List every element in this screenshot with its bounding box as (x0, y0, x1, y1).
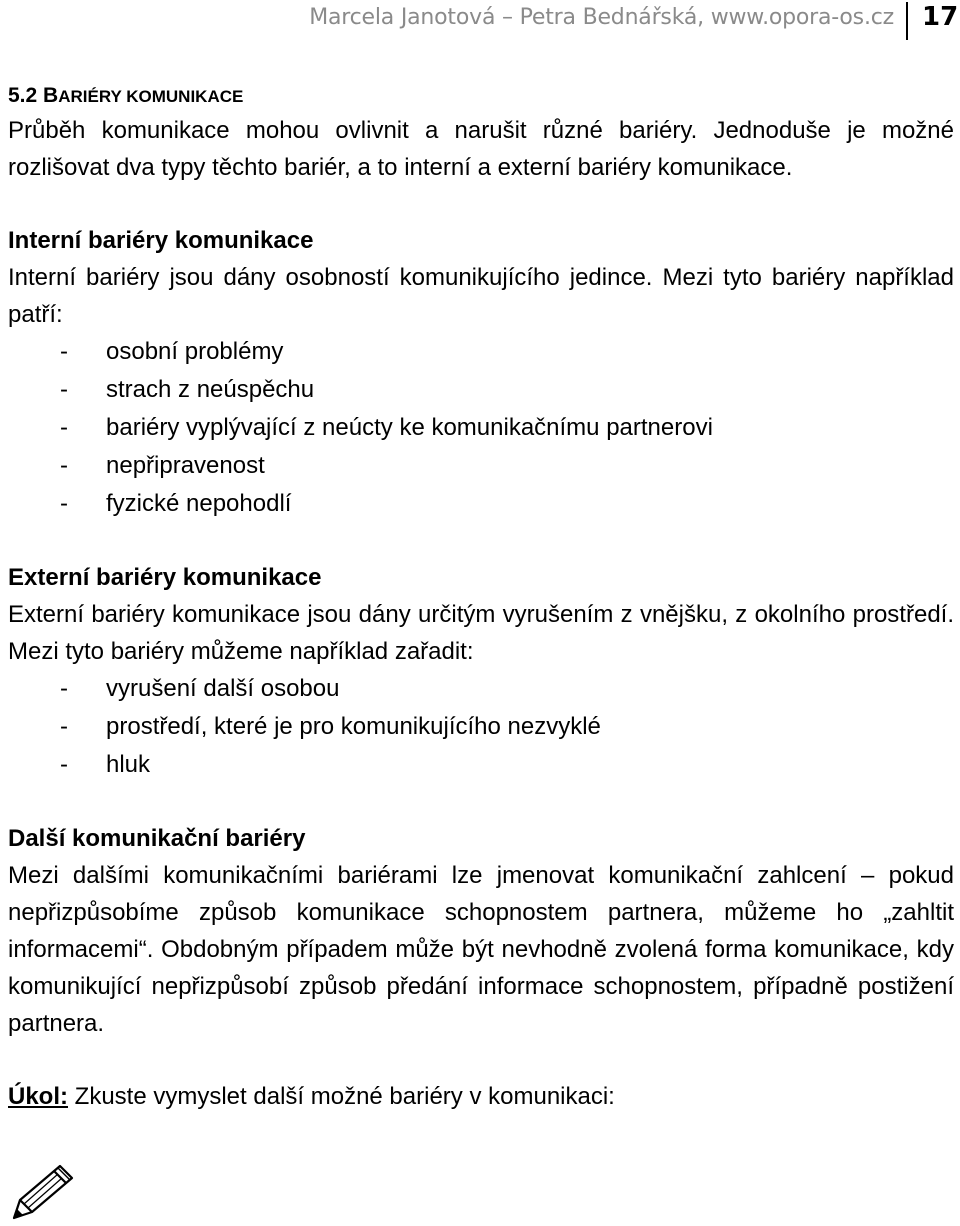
page-number: 17 (922, 2, 959, 32)
list-item: - bariéry vyplývající z neúcty ke komunikačnímu partnerovi (60, 414, 713, 441)
running-title: Marcela Janotová – Petra Bednářská, www.opora-os.cz (309, 5, 894, 30)
internal-list (8, 333, 954, 523)
internal-heading: Interní bariéry komunikace (8, 227, 314, 254)
other-paragraph: Mezi dalšími komunikačními bariérami lze jmenovat komunikační zahlcení – pokud nepřizpůsobíme způsob komunikace schopnostem partnera, můžeme ho „zahltit informacemi“. Obdobným případem může být nevhodně zvolená forma komunikace, kdy komunikující nepřizpůsobí způsob předání informace schopnostem, případně postižení partnera. (8, 862, 954, 1037)
list-item: - nepřipravenost (60, 452, 265, 479)
section-title (8, 80, 954, 112)
list-item: - osobní problémy (60, 338, 284, 365)
list-item: - vyrušení další osobou (60, 675, 340, 702)
list-item: - fyzické nepohodlí (60, 490, 292, 517)
section-number: 5.2 (8, 84, 38, 107)
external-list (8, 670, 954, 784)
list-item: - prostředí, které je pro komunikujícího nezvyklé (60, 713, 601, 740)
header-divider (906, 2, 908, 40)
pencil-icon (8, 1160, 78, 1224)
external-paragraph: Externí bariéry komunikace jsou dány určitým vyrušením z vnějšku, z okolního prostředí. Mezi tyto bariéry můžeme například zařadit: (8, 601, 954, 665)
task-line (8, 1078, 954, 1115)
page-header (0, 0, 960, 42)
list-item: - strach z neúspěchu (60, 376, 315, 403)
internal-paragraph: Interní bariéry jsou dány osobností komunikujícího jedince. Mezi tyto bariéry například patří: (8, 264, 954, 328)
task-text: Zkuste vymyslet další možné bariéry v komunikaci: (68, 1083, 615, 1110)
intro-paragraph: Průběh komunikace mohou ovlivnit a narušit různé bariéry. Jednoduše je možné rozlišovat dva typy těchto bariér, a to interní a externí bariéry komunikace. (8, 117, 954, 181)
other-heading: Další komunikační bariéry (8, 825, 306, 852)
page-body (8, 80, 954, 1115)
section-title-initial: B (43, 84, 59, 107)
section-title-rest: ARIÉRY KOMUNIKACE (58, 87, 244, 106)
list-item: - hluk (60, 751, 151, 778)
task-label: Úkol: (8, 1083, 68, 1110)
external-heading: Externí bariéry komunikace (8, 564, 322, 591)
